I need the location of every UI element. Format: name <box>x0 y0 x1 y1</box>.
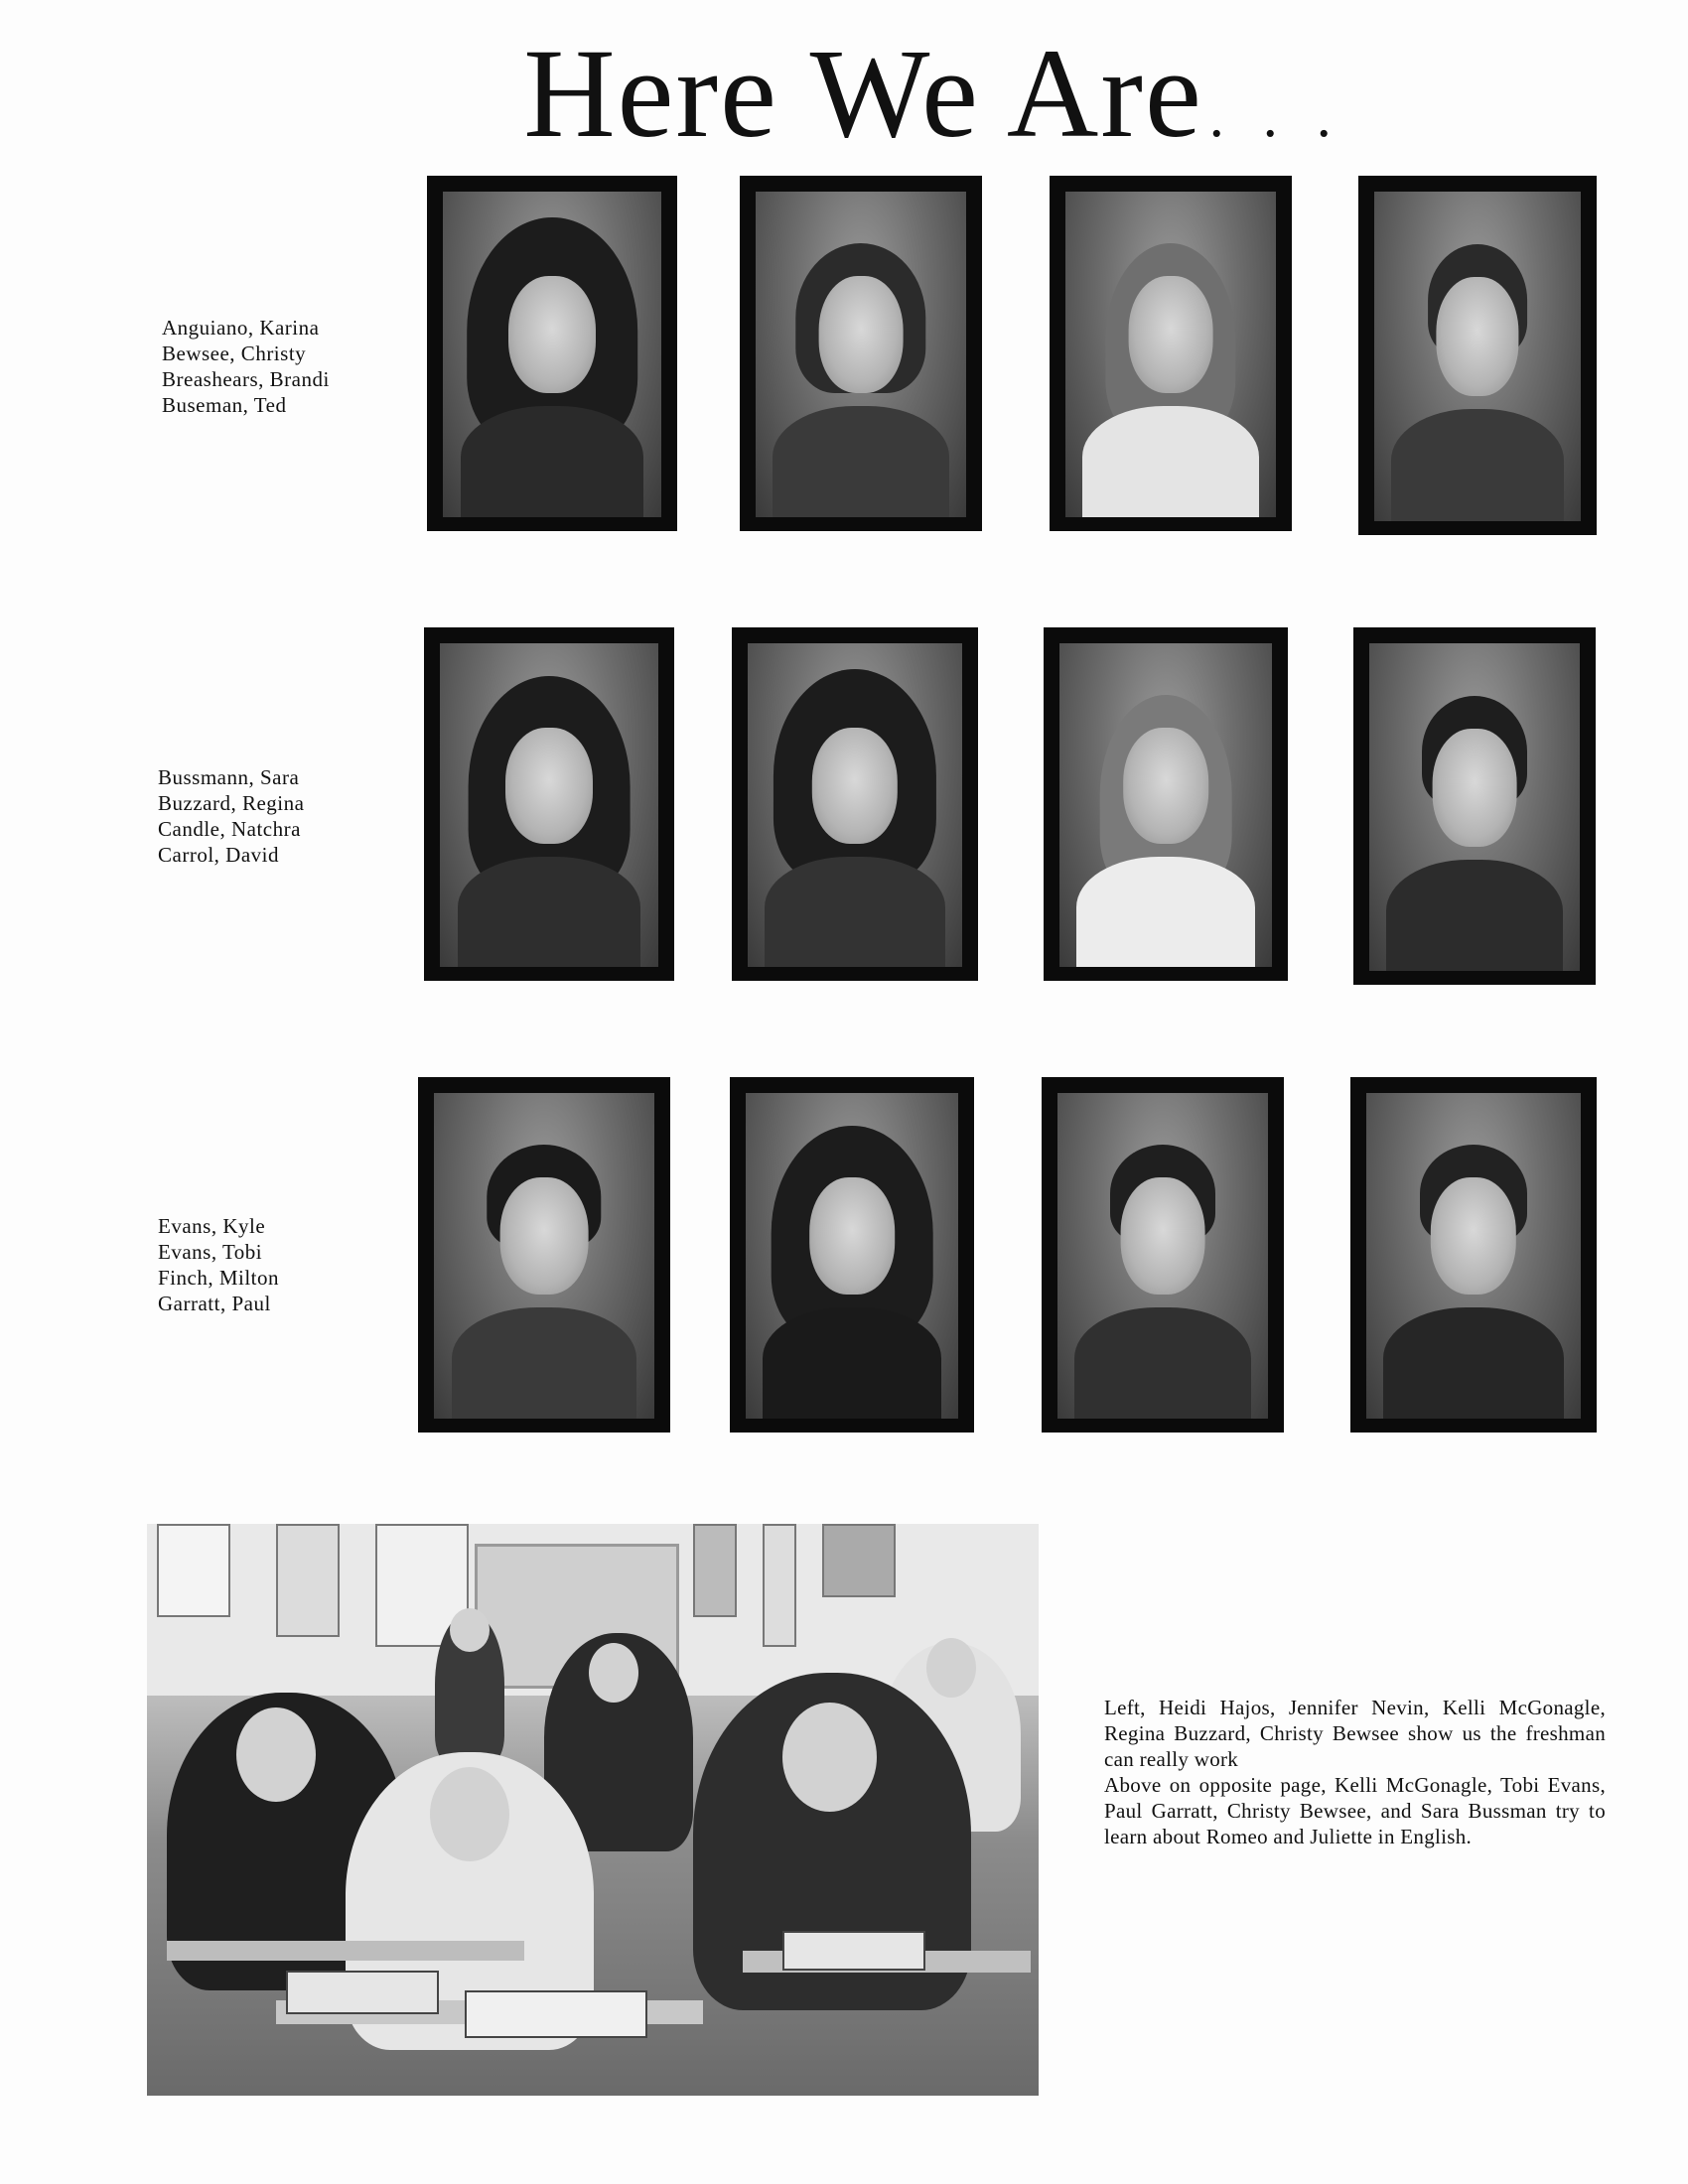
student-name: Garratt, Paul <box>158 1292 271 1315</box>
portrait-garratt-paul <box>1350 1077 1597 1433</box>
student-name: Bussmann, Sara <box>158 765 300 789</box>
portrait-breashears-brandi <box>1050 176 1292 531</box>
student-name: Evans, Kyle <box>158 1214 266 1238</box>
row-2-names <box>158 764 304 868</box>
student-name: Anguiano, Karina <box>162 316 320 340</box>
row-1-names <box>162 315 330 418</box>
portrait-buzzard-regina <box>732 627 978 981</box>
page-title-text: Here We Are <box>523 23 1203 164</box>
portrait-buseman-ted <box>1358 176 1597 535</box>
page-title <box>0 23 1688 164</box>
student-name: Candle, Natchra <box>158 817 301 841</box>
title-ellipsis: . . . <box>1208 83 1343 149</box>
classroom-photo <box>147 1524 1039 2096</box>
portrait-evans-tobi <box>730 1077 974 1433</box>
portrait-candle-natchra <box>1044 627 1288 981</box>
portrait-evans-kyle <box>418 1077 670 1433</box>
portrait-anguiano-karina <box>427 176 677 531</box>
student-name: Carrol, David <box>158 843 279 867</box>
student-name: Evans, Tobi <box>158 1240 263 1264</box>
photo-caption <box>1104 1695 1606 1849</box>
portrait-bewsee-christy <box>740 176 982 531</box>
student-name: Bewsee, Christy <box>162 341 307 365</box>
student-name: Buzzard, Regina <box>158 791 305 815</box>
student-name: Breashears, Brandi <box>162 367 330 391</box>
row-3-names <box>158 1213 279 1316</box>
student-name: Buseman, Ted <box>162 393 287 417</box>
student-name: Finch, Milton <box>158 1266 280 1290</box>
portrait-bussmann-sara <box>424 627 674 981</box>
caption-paragraph-2: Above on opposite page, Kelli McGonagle, Tobi Evans, Paul Garratt, Christy Bewsee, and Sara Bussman try to learn about Romeo and Juliette in English. <box>1104 1773 1606 1848</box>
caption-paragraph-1: Left, Heidi Hajos, Jennifer Nevin, Kelli McGonagle, Regina Buzzard, Christy Bewsee show us the freshman can really work <box>1104 1696 1606 1771</box>
portrait-carrol-david <box>1353 627 1596 985</box>
portrait-finch-milton <box>1042 1077 1284 1433</box>
